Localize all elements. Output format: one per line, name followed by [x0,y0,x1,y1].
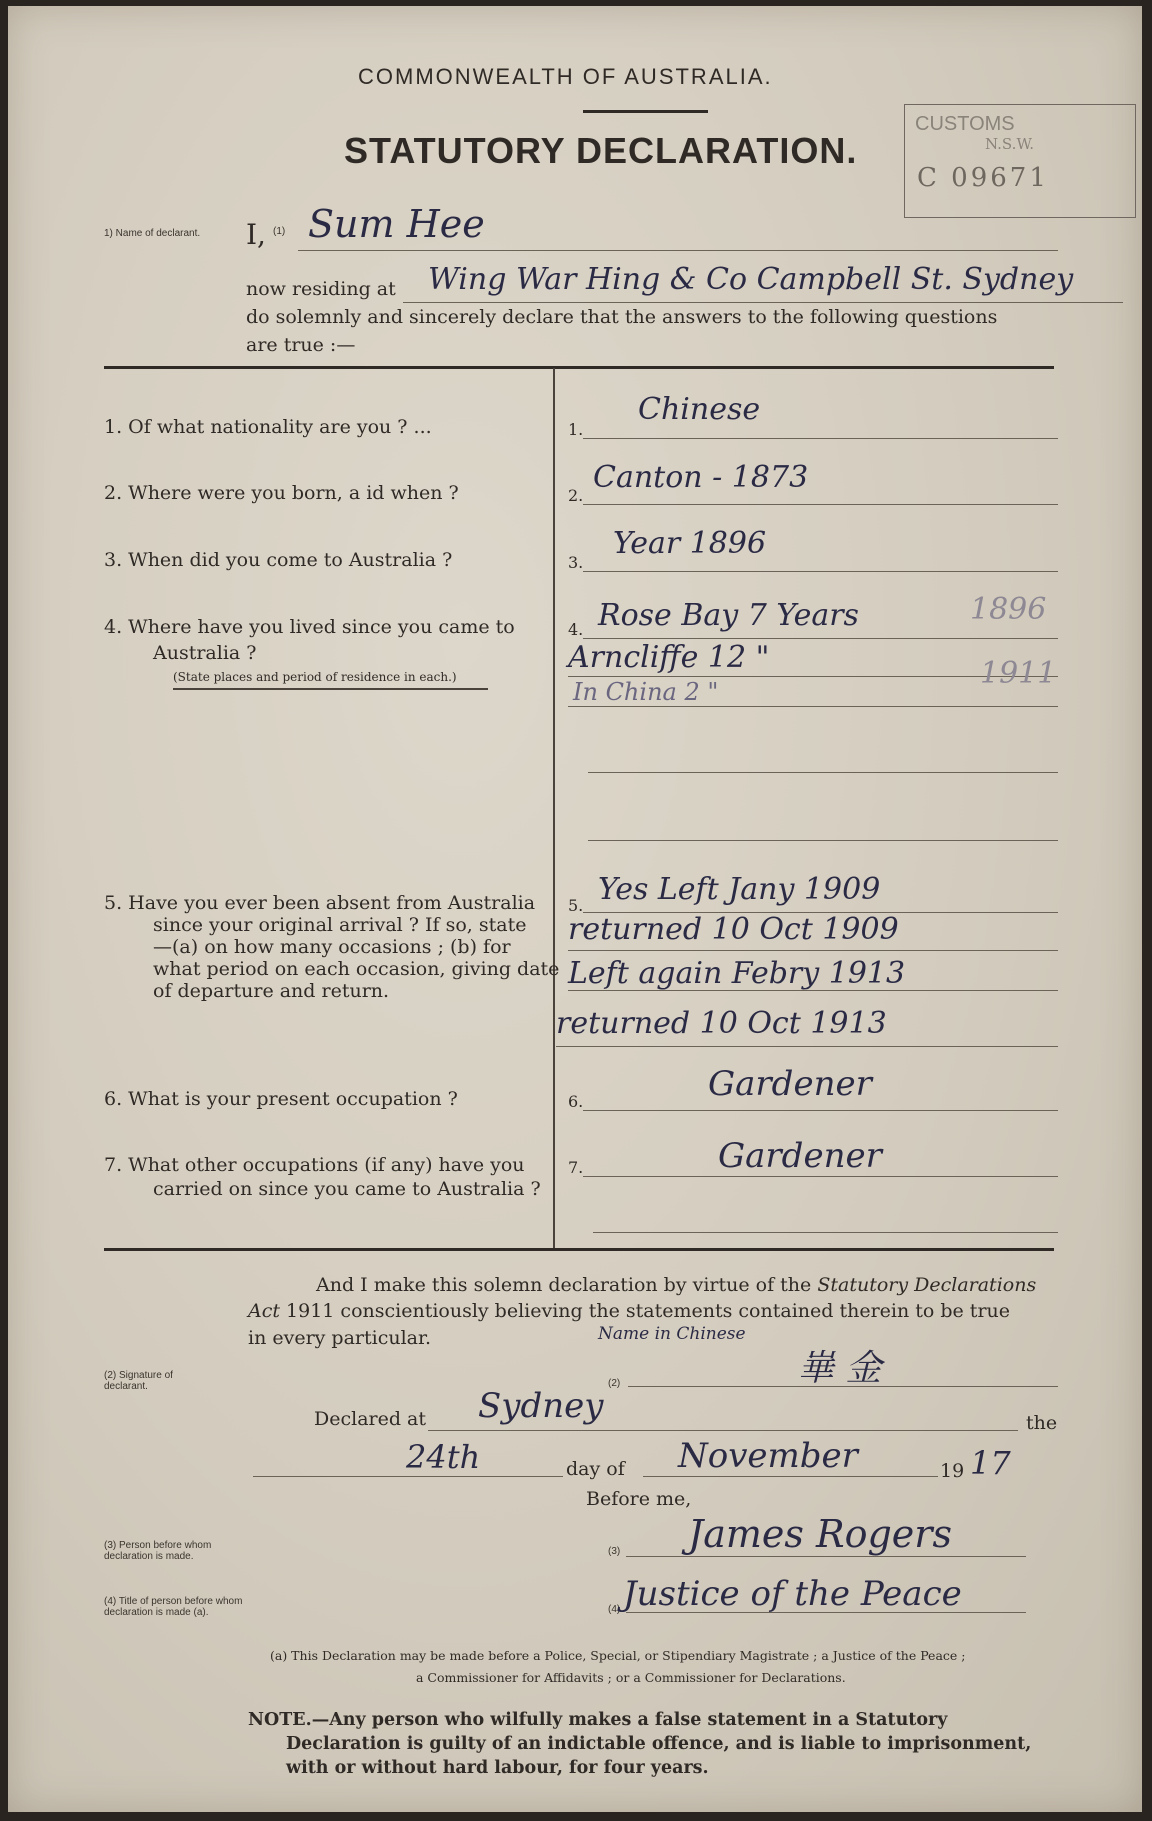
question-5-line3: —(a) on how many occasions ; (b) for [153,936,511,958]
address-underline [403,302,1123,303]
answer-5-line4: returned 10 Oct 1913 [556,1006,887,1041]
answer-line-4c [568,706,1058,707]
the-word: the [1026,1412,1058,1434]
answer-5-line2: returned 10 Oct 1909 [568,912,899,947]
question-5-line2: since your original arrival ? If so, state [153,914,527,936]
answer-line-3 [583,571,1058,572]
signature-marker: (2) [608,1378,621,1389]
footnote-line-2: a Commissioner for Affidavits ; or a Commissioner for Declarations. [416,1670,846,1685]
name-underline [298,250,1058,251]
answer-line-4d [588,772,1058,773]
signature-margin-label: (2) Signature of declarant. [104,1370,173,1392]
declared-at-line [428,1430,1018,1431]
answer-1: Chinese [638,392,761,427]
answer-number-7: 7. [568,1158,584,1177]
witness-title: Justice of the Peace [623,1574,962,1614]
commonwealth-heading: COMMONWEALTH OF AUSTRALIA. [358,64,773,89]
answer-line-7b [593,1232,1058,1233]
answer-5-line1: Yes Left Jany 1909 [598,872,881,907]
declared-place: Sydney [478,1386,604,1426]
declare-text-2: are true :— [246,334,356,356]
question-4-line1: 4. Where have you lived since you came to [104,616,515,638]
witness-title-line [626,1612,1026,1613]
i-marker: (1) [273,226,286,237]
answer-number-2: 2. [568,486,584,505]
question-2: 2. Where were you born, a id when ? [104,482,459,504]
answer-number-1: 1. [568,420,584,439]
declared-at-label: Declared at [314,1408,427,1430]
stamp-line2: N.S.W. [985,135,1035,153]
table-top-rule [104,366,1054,369]
heading-rule [583,110,708,113]
declared-month: November [678,1436,858,1476]
answer-line-6 [583,1110,1058,1111]
question-7-line2: carried on since you came to Australia ? [153,1178,541,1200]
answer-number-4: 4. [568,620,584,639]
before-me-label: Before me, [586,1488,692,1510]
answer-6: Gardener [708,1064,872,1104]
answer-line-4e [588,840,1058,841]
act-name: Statutory Declarations [817,1274,1037,1296]
day-line [253,1476,563,1477]
closing-line-2b: 1911 conscientiously believing the statements contained therein to be true [280,1300,1011,1322]
answer-line-5c [568,990,1058,991]
person-marker: (3) [608,1546,621,1557]
note-line-3: with or without hard labour, for four years. [286,1758,709,1778]
margin-year-1: 1896 [970,592,1047,627]
declaration-page [8,6,1142,1812]
title-marker: (4) [608,1604,621,1615]
year-prefix: 19 [940,1460,965,1482]
answer-7: Gardener [718,1136,882,1176]
customs-stamp [904,104,1136,218]
declared-day: 24th [406,1438,481,1476]
answer-5-line3: Left again Febry 1913 [568,956,906,991]
month-line [643,1476,938,1477]
answer-4-line2: Arncliffe 12 " [568,640,770,675]
question-5-line4: what period on each occasion, giving date [153,958,560,980]
closing-line-1a: And I make this solemn declaration by virtue of the [316,1274,818,1296]
column-divider [553,368,555,1248]
answer-2: Canton - 1873 [593,460,809,495]
day-of-label: day of [566,1458,625,1480]
question-6: 6. What is your present occupation ? [104,1088,458,1110]
i-prefix: I, [246,218,266,251]
stamp-line1: CUSTOMS [915,113,1015,135]
answer-line-5b [568,950,1058,951]
answer-number-6: 6. [568,1092,584,1111]
name-margin-label: 1) Name of declarant. [104,228,201,239]
closing-line-2 [248,1300,1078,1322]
answer-line-7 [583,1176,1058,1177]
footnote-line-1: (a) This Declaration may be made before a Police, Special, or Stipendiary Magistrate ; a Justice of the Peace ; [270,1648,966,1663]
answer-line-2 [583,504,1058,505]
answer-4-line3: In China 2 " [573,678,719,706]
answer-4-line1: Rose Bay 7 Years [598,598,859,633]
question-4-line2: Australia ? [153,642,257,664]
document-title: STATUTORY DECLARATION. [344,130,858,171]
witness-line [626,1556,1026,1557]
year-suffix: 17 [970,1444,1011,1482]
question-4-note: (State places and period of residence in each.) [173,670,457,684]
residing-label: now residing at [246,278,396,300]
name-in-chinese-note: Name in Chinese [598,1324,746,1344]
note-line-2: Declaration is guilty of an indictable offence, and is liable to imprisonment, [286,1734,1032,1754]
answer-number-5: 5. [568,896,584,915]
question-5-line5: of departure and return. [153,980,390,1002]
closing-line-3: in every particular. [248,1327,432,1349]
question-7-line1: 7. What other occupations (if any) have you [104,1154,525,1176]
answer-line-5d [556,1046,1058,1047]
closing-line-1 [316,1274,1076,1296]
margin-year-2: 1911 [980,656,1057,691]
title-margin-label: (4) Title of person before whom declaration is made (a). [104,1596,243,1618]
question-1: 1. Of what nationality are you ? ... [104,416,432,438]
stamp-number: C 09671 [917,163,1049,193]
question-5-line1: 5. Have you ever been absent from Australia [104,892,536,914]
answer-line-4a [583,638,1058,639]
table-bottom-rule [104,1248,1054,1251]
answer-line-1 [583,438,1058,439]
chinese-signature: 崋 金 [798,1348,882,1389]
answer-number-3: 3. [568,553,584,572]
declarant-name: Sum Hee [308,202,485,246]
person-margin-label: (3) Person before whom declaration is made. [104,1540,212,1562]
question-4-note-underline [173,688,488,690]
act-word: Act [248,1300,280,1322]
question-3: 3. When did you come to Australia ? [104,549,453,571]
declare-text-1: do solemnly and sincerely declare that the answers to the following questions [246,306,998,328]
answer-3: Year 1896 [613,526,767,561]
witness-name: James Rogers [688,1512,952,1556]
note-line-1: NOTE.—Any person who wilfully makes a false statement in a Statutory [248,1710,948,1730]
signature-line [628,1386,1058,1387]
address: Wing War Hing & Co Campbell St. Sydney [428,262,1074,297]
